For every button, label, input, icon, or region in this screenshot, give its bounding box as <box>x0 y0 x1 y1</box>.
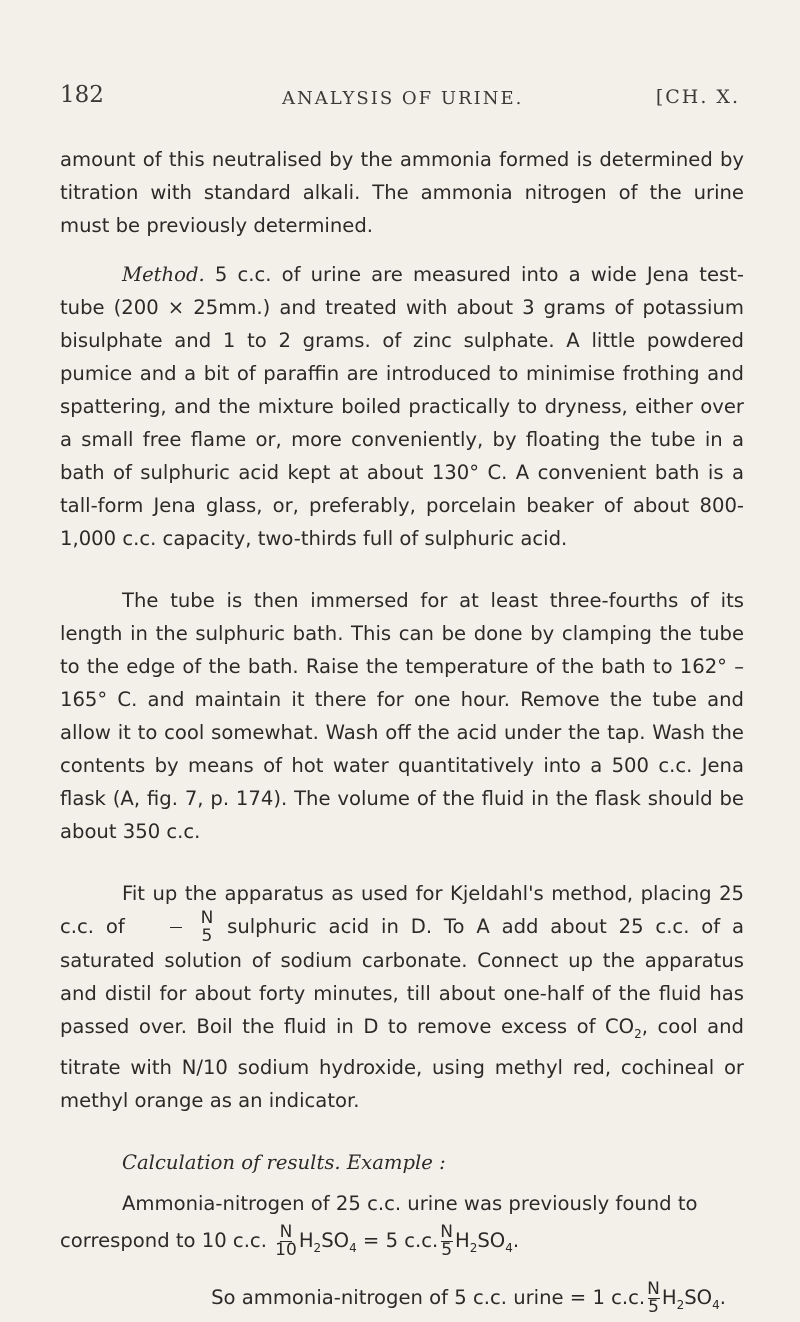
calc3-so: SO <box>684 1285 713 1309</box>
fraction-denominator: 5 <box>441 1239 453 1260</box>
fraction-n-over-5 <box>647 1278 660 1317</box>
paragraph-apparatus <box>60 877 744 1117</box>
fraction-denominator: 5 <box>201 926 213 946</box>
fraction-numerator: N <box>200 908 214 928</box>
running-title: ANALYSIS OF URINE. <box>282 88 524 109</box>
calc3-h: H <box>661 1285 677 1309</box>
fraction-n-over-5 <box>139 908 214 946</box>
example-title: Example : <box>346 1150 446 1174</box>
calc2-sub: 4 <box>349 1240 357 1255</box>
calc2-sub: 4 <box>505 1240 513 1255</box>
calculation-title: Calculation of results. <box>122 1150 341 1174</box>
calculation-line-1: Ammonia-nitrogen of 25 c.c. urine was previously found to <box>122 1191 698 1215</box>
fraction-numerator: N <box>647 1278 660 1299</box>
co2-subscript: 2 <box>634 1026 642 1041</box>
calc3-text-a: So ammonia-nitrogen of 5 c.c. urine = 1 c.c. <box>211 1285 646 1309</box>
fraction-n-over-5 <box>440 1221 453 1260</box>
method-text: 5 c.c. of urine are measured into a wide Jena test-tube (200 × 25mm.) and treated with about 3 grams of potassium bisulphate and 1 to 2 grams. of zinc sulphate. A little powdered pumice and a bit of paraffin are introduced to minimise frothing and spattering, and the mixture boiled practically to dryness, either over a small free flame or, more conveniently, by floating the tube in a bath of sulphuric acid kept at about 130° C. A convenient bath is a tall-form Jena glass, or, preferably, porcelain beaker of about 800-1,000 c.c. capacity, two-thirds full of sulphuric acid. <box>60 263 744 550</box>
apparatus-text-2: sulphuric acid in D. To A add about 25 c.c. of a saturated solution of sodium carbonate. Connect up the apparatus and distil for about forty minutes, till about one-half of the fluid has passed over. Boil the fluid in D to remove excess of CO <box>60 915 744 1038</box>
calc2-h: H <box>298 1228 314 1252</box>
fraction-numerator: N <box>279 1221 293 1242</box>
fraction-denominator: 10 <box>275 1239 297 1260</box>
body-text <box>60 143 744 1322</box>
paragraph-immersion: The tube is then immersed for at least three-fourths of its length in the sulphuric bath. This can be done by clamping the tube to the edge of the bath. Raise the temperature of the bath to 162° – 165° C. and maintain it there for one hour. Remove the tube and allow it to cool somewhat. Wash off the acid under the tap. Wash the contents by means of hot water quantitatively into a 500 c.c. Jena flask (A, fig. 7, p. 174). The volume of the fluid in the flask should be about 350 c.c. <box>60 589 744 843</box>
calc2-text-a: correspond to 10 c.c. <box>60 1228 274 1252</box>
fraction-n-over-10 <box>275 1221 297 1260</box>
method-lead: Method. <box>122 263 205 286</box>
page-header <box>60 82 740 122</box>
calculation-line-2 <box>60 1221 744 1265</box>
fraction-denominator: 5 <box>648 1296 659 1317</box>
calc2-h: H <box>455 1228 470 1252</box>
paragraph-continuation: amount of this neutralised by the ammonia formed is determined by titration with standard alkali. The ammonia nitrogen of the urine must be previously determined. <box>60 148 744 237</box>
calc2-sub: 2 <box>469 1240 478 1255</box>
calculation-line-3 <box>60 1278 744 1322</box>
calc2-so: SO <box>477 1228 506 1252</box>
page-number: 182 <box>60 82 104 108</box>
calculation-heading <box>60 1146 744 1179</box>
calc2-period: . <box>512 1228 520 1252</box>
chapter-reference: [CH. X. <box>655 86 740 108</box>
calc3-sub: 4 <box>712 1297 720 1312</box>
calc2-so: SO <box>321 1228 350 1252</box>
calc3-period: . <box>719 1285 726 1309</box>
apparatus-text-3: , cool and titrate with N/10 sodium hydroxide, using methyl red, cochineal or methyl orange as an indicator. <box>60 1015 744 1112</box>
calc3-sub: 2 <box>676 1297 685 1312</box>
calc2-text-c: = 5 c.c. <box>356 1228 439 1252</box>
fraction-numerator: N <box>440 1221 453 1242</box>
calc2-sub: 2 <box>313 1240 322 1255</box>
fraction-bar <box>170 927 182 928</box>
apparatus-text-1: Fit up the apparatus as used for Kjeldahl's method, placing 25 c.c. of <box>60 882 744 938</box>
paragraph-method <box>60 258 744 555</box>
